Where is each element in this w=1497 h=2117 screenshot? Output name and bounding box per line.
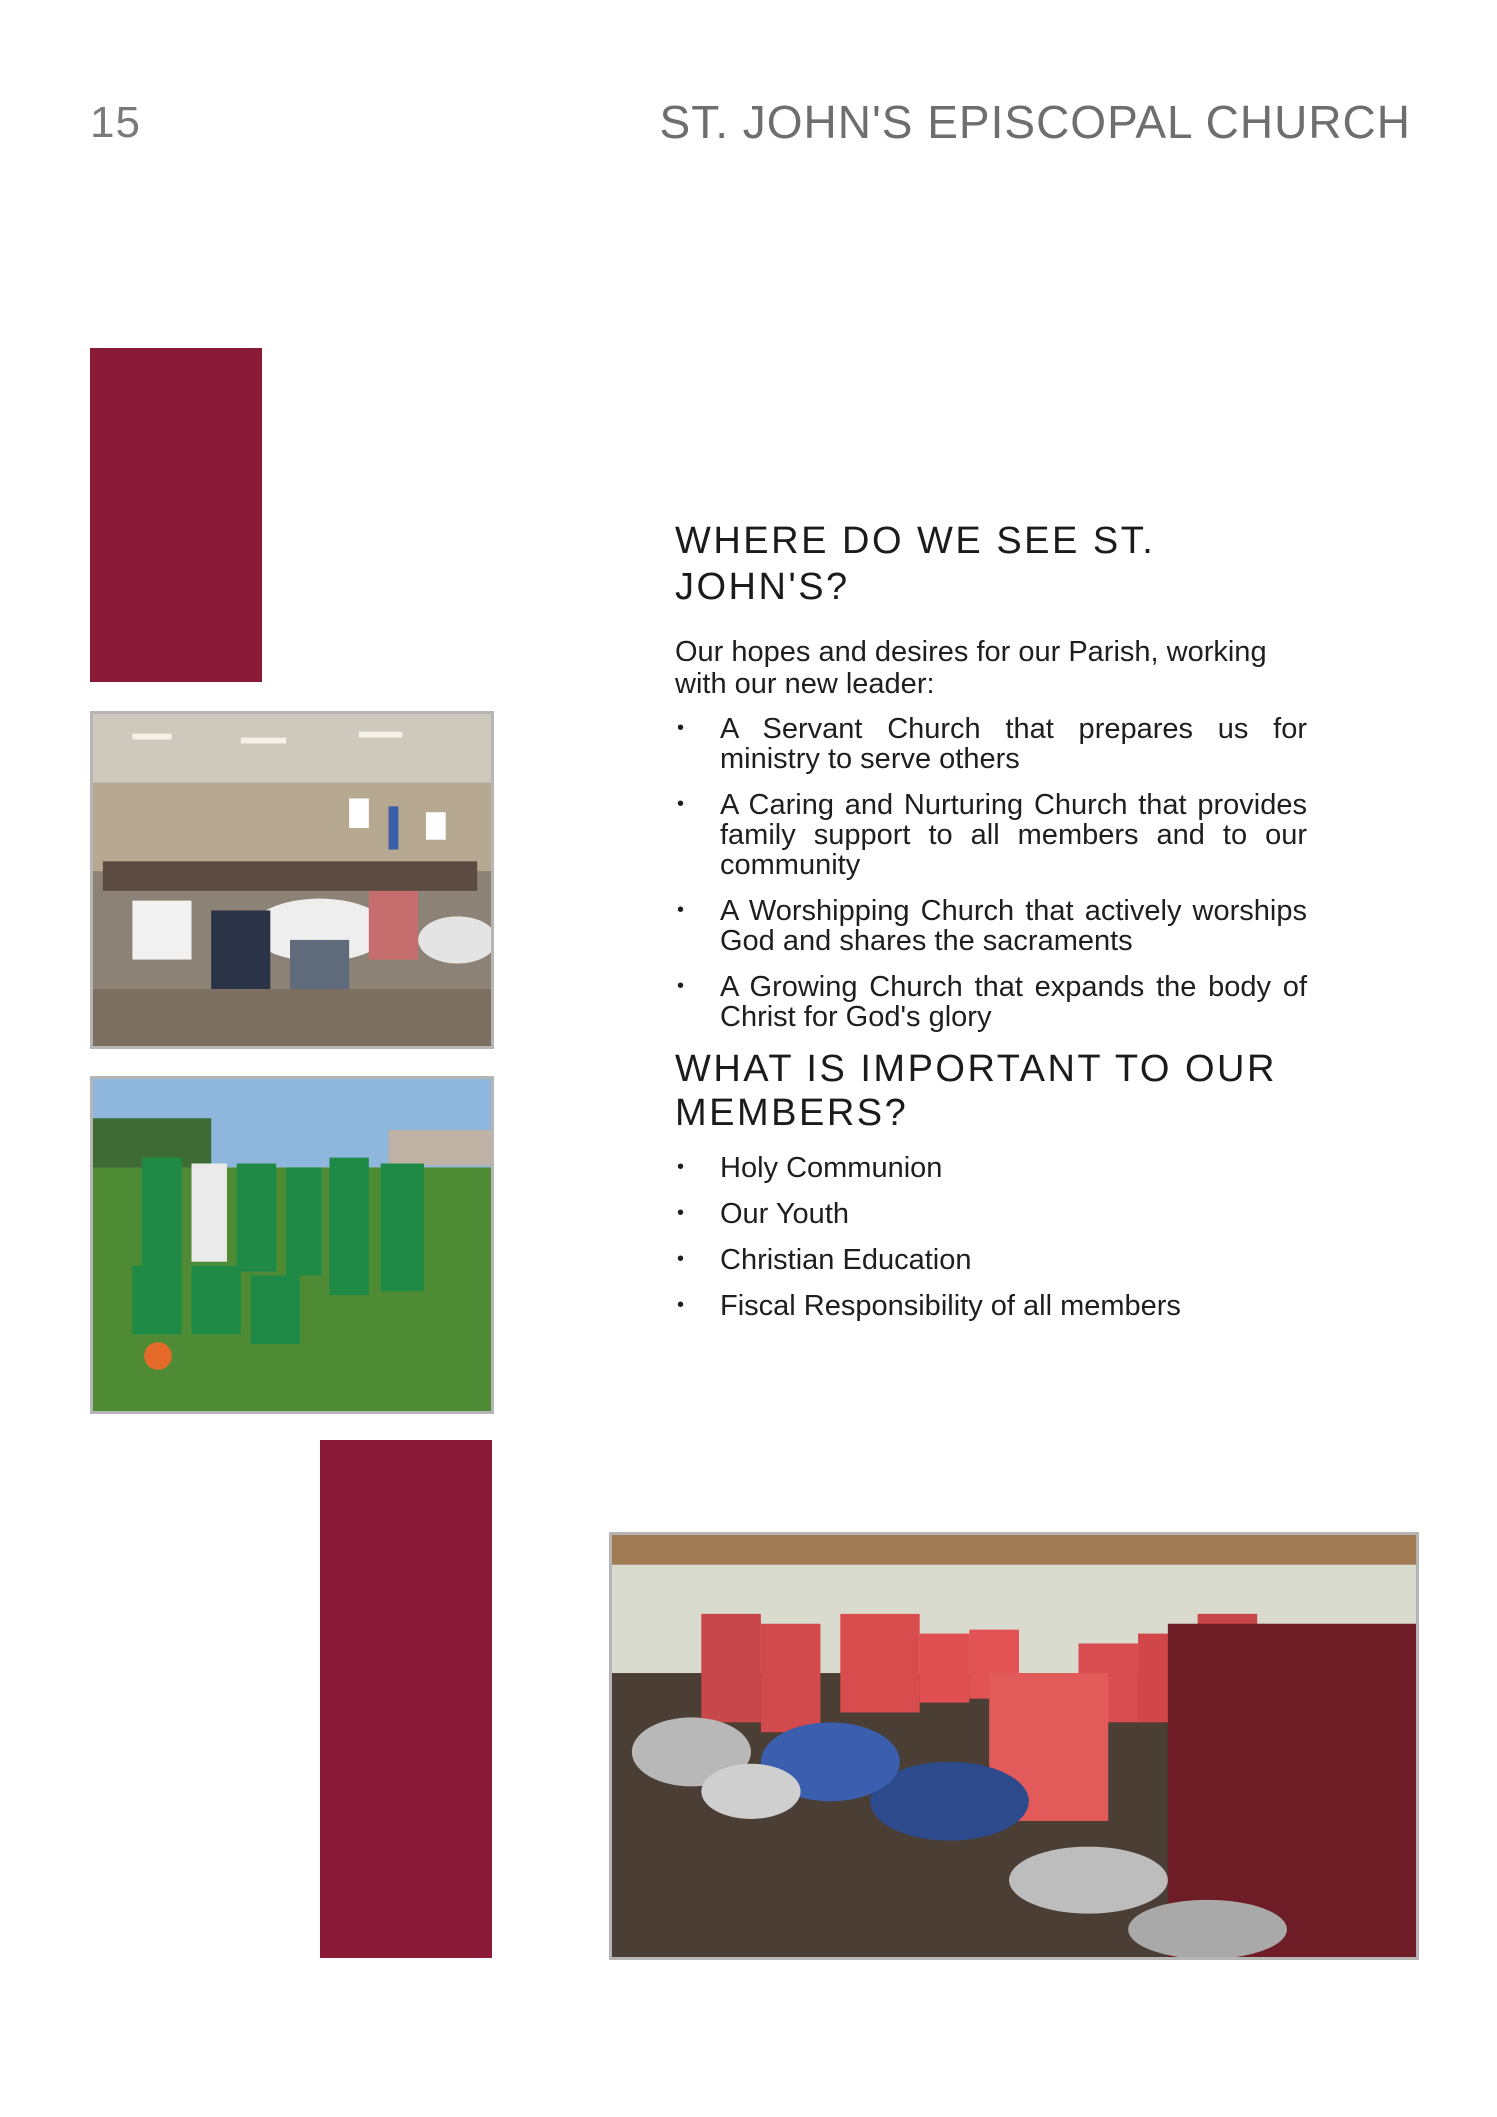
soccer-team-photo	[90, 1076, 494, 1414]
page-number: 15	[90, 98, 141, 147]
church-name-header: ST. JOHN'S EPISCOPAL CHURCH	[659, 96, 1411, 148]
list-item: • A Growing Church that expands the body of Christ for God's glory	[675, 972, 1307, 1032]
section-heading-where: WHERE DO WE SEE ST. JOHN'S?	[675, 520, 1156, 608]
section-where-do-we-see	[675, 518, 1307, 1048]
section-heading-important: WHAT IS IMPORTANT TO OUR MEMBERS?	[675, 1048, 1277, 1134]
section-intro: Our hopes and desires for our Parish, working with our new leader:	[675, 636, 1267, 700]
meeting-photo	[90, 711, 494, 1049]
priorities-list	[675, 1153, 1315, 1322]
steel-band-photo	[609, 1532, 1419, 1960]
list-item: • Fiscal Responsibility of all members	[675, 1291, 1315, 1322]
list-item: • Holy Communion	[675, 1153, 1315, 1184]
section-what-is-important	[675, 1047, 1315, 1337]
accent-block-top	[90, 348, 262, 682]
list-item: • A Caring and Nurturing Church that provides family support to all members and to our community	[675, 790, 1307, 880]
list-item: • Christian Education	[675, 1245, 1315, 1276]
list-item: • A Worshipping Church that actively worships God and shares the sacraments	[675, 896, 1307, 956]
accent-block-bottom	[320, 1440, 492, 1958]
list-item: • A Servant Church that prepares us for ministry to serve others	[675, 714, 1307, 774]
hopes-list	[675, 714, 1307, 1032]
list-item: • Our Youth	[675, 1199, 1315, 1230]
